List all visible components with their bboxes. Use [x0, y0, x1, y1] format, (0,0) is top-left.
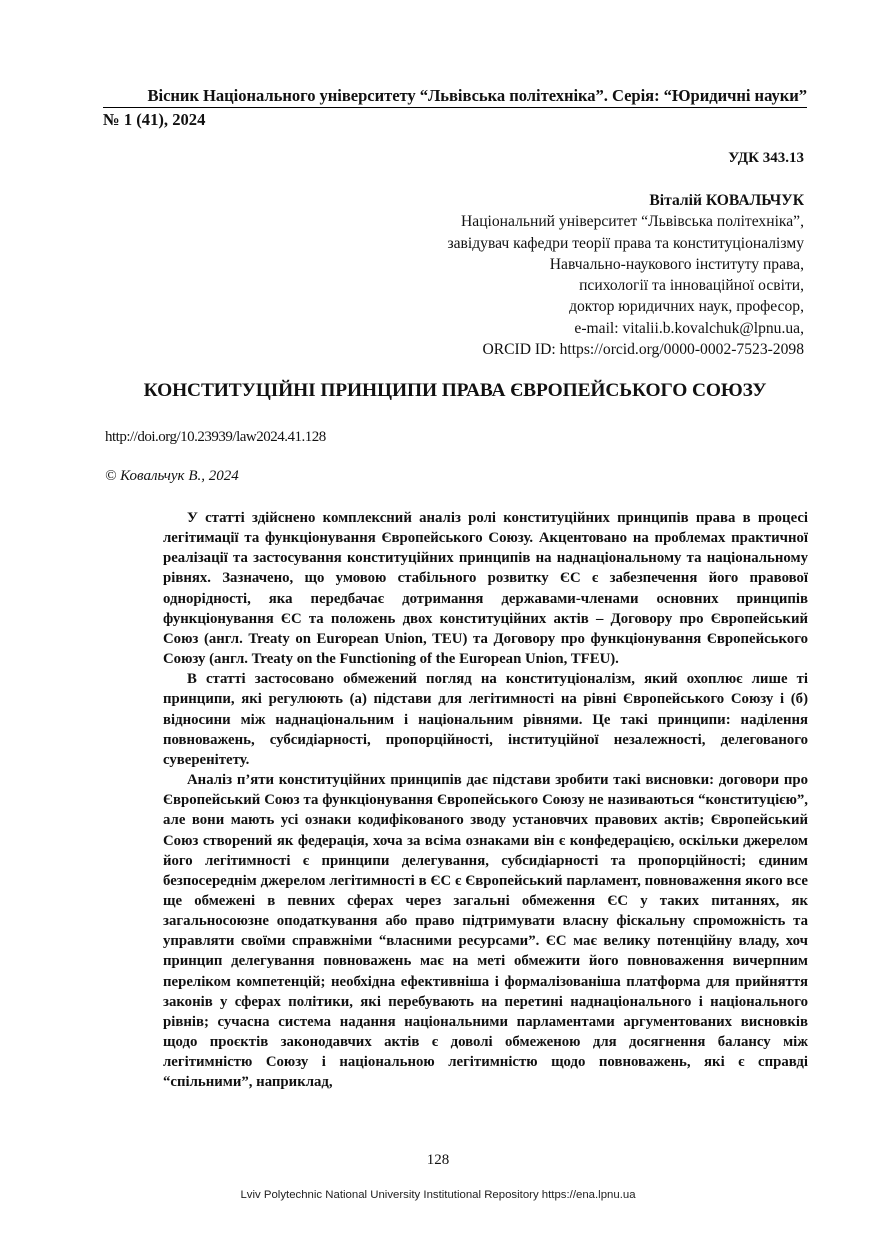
- article-title: КОНСТИТУЦІЙНІ ПРИНЦИПИ ПРАВА ЄВРОПЕЙСЬКОГО СОЮЗУ: [143, 380, 767, 401]
- abstract-p1-english-term-teu: . Treaty on European Union, TEU: [239, 630, 463, 647]
- article-doi-link[interactable]: http://doi.org/10.23939/law2024.41.128: [105, 429, 326, 445]
- author-affiliation-institute: Навчально-наукового інституту права,: [549, 255, 804, 273]
- author-name: Віталій КОВАЛЬЧУК: [649, 192, 804, 209]
- copyright-notice: © Ковальчук В., 2024: [105, 468, 239, 484]
- author-block: [344, 190, 804, 360]
- author-orcid[interactable]: ORCID ID: https://orcid.org/0000-0002-7523-2098: [482, 341, 804, 359]
- author-degree: доктор юридичних наук, професор,: [569, 298, 804, 316]
- author-affiliation-university: Національний університет “Львівська політехніка”,: [461, 213, 804, 231]
- journal-issue: № 1 (41), 2024: [103, 110, 206, 129]
- repository-footer: Lviv Polytechnic National University Institutional Repository https://ena.lpnu.ua: [240, 1189, 636, 1201]
- abstract-paragraph-3: Аналіз п’яти конституційних принципів дає підстави зробити такі висновки: договори про Європейський Союз та функціонування Європейського Союзу не називаються “конституцією”, але вони мають усі ознаки кодифікованого зводу установчих правових актів; Європейський Союз створений як федерація, хоча за всіма ознаками він є конфедерацією, оскільки джерелом його легітимності є принципи делегування, субсидіарності та пропорційності; єдиним безпосереднім джерелом легітимності в ЄС є Європейський парламент, повноваження якого все ще обмежені в певних сферах через загальні обмеження ЄС у таких питаннях, як загальносоюзне оподаткування або право підтримувати власну фіскальну спроможність та управляти своїми справжніми “власними ресурсами”. ЄС має велику потенційну владу, хоч принцип делегування повноважень має на меті обмежити його повноваження вичерпним переліком компетенцій; необхідна ефективніша і формалізованіша платформа для прийняття законів у сферах політики, які перебувають на перетині наднаціонального і національного рівнів; сучасна система надання національними парламентами аргументованих висновків щодо проєктів законодавчих актів є доволі обмеженою для досягнення балансу між легітимністю Союзу і національною легітимністю щодо повноважень, які є справді “спільними”, наприклад,: [163, 772, 808, 1091]
- abstract-paragraph-1: [163, 508, 808, 669]
- abstract-p1-english-term-tfeu: . Treaty on the Functioning of the European Union,: [244, 651, 568, 668]
- udc-code: УДК 343.13: [728, 150, 804, 166]
- abstract: [163, 508, 808, 1093]
- abstract-p1-text-c: TFEU).: [567, 651, 619, 668]
- journal-running-header: Вісник Національного університету “Львівська політехніка”. Серія: “Юридичні науки”: [103, 86, 807, 108]
- author-affiliation-institute-cont: психології та інноваційної освіти,: [579, 277, 804, 295]
- abstract-p1-text-a: У статті здійснено комплексний аналіз ролі конституційних принципів права в процесі легітимації та функціонування Європейського Союзу. Акцентовано на проблемах практичної реалізації та застосування конституційних принципів на наднаціональному та національному рівнях. Зазначено, що умовою стабільного розвитку ЄС є забезпечення його правової однорідності, яка передбачає дотримання державами-членами основних принципів функціонування ЄС та положень двох конституційних актів – Договору про Європейський Союз (англ: [163, 510, 808, 647]
- abstract-paragraph-2: В статті застосовано обмежений погляд на конституціоналізм, який охоплює лише ті принципи, які регулюють (а) підстави для легітимності на рівні Європейського Союзу і (б) відносини між наднаціональним і національним рівнями. Це такі принципи: наділення повноважень, субсидіарності, пропорційності, інституційної незалежності, делегованого суверенітету.: [163, 671, 808, 768]
- author-email[interactable]: e-mail: vitalii.b.kovalchuk@lpnu.ua,: [574, 319, 804, 337]
- page-number: 128: [426, 1152, 450, 1168]
- abstract-p1-text-b: ) та Договору про функціонування Європейського Союзу (англ: [163, 630, 808, 668]
- author-affiliation-position: завідувач кафедри теорії права та конституціоналізму: [447, 234, 804, 252]
